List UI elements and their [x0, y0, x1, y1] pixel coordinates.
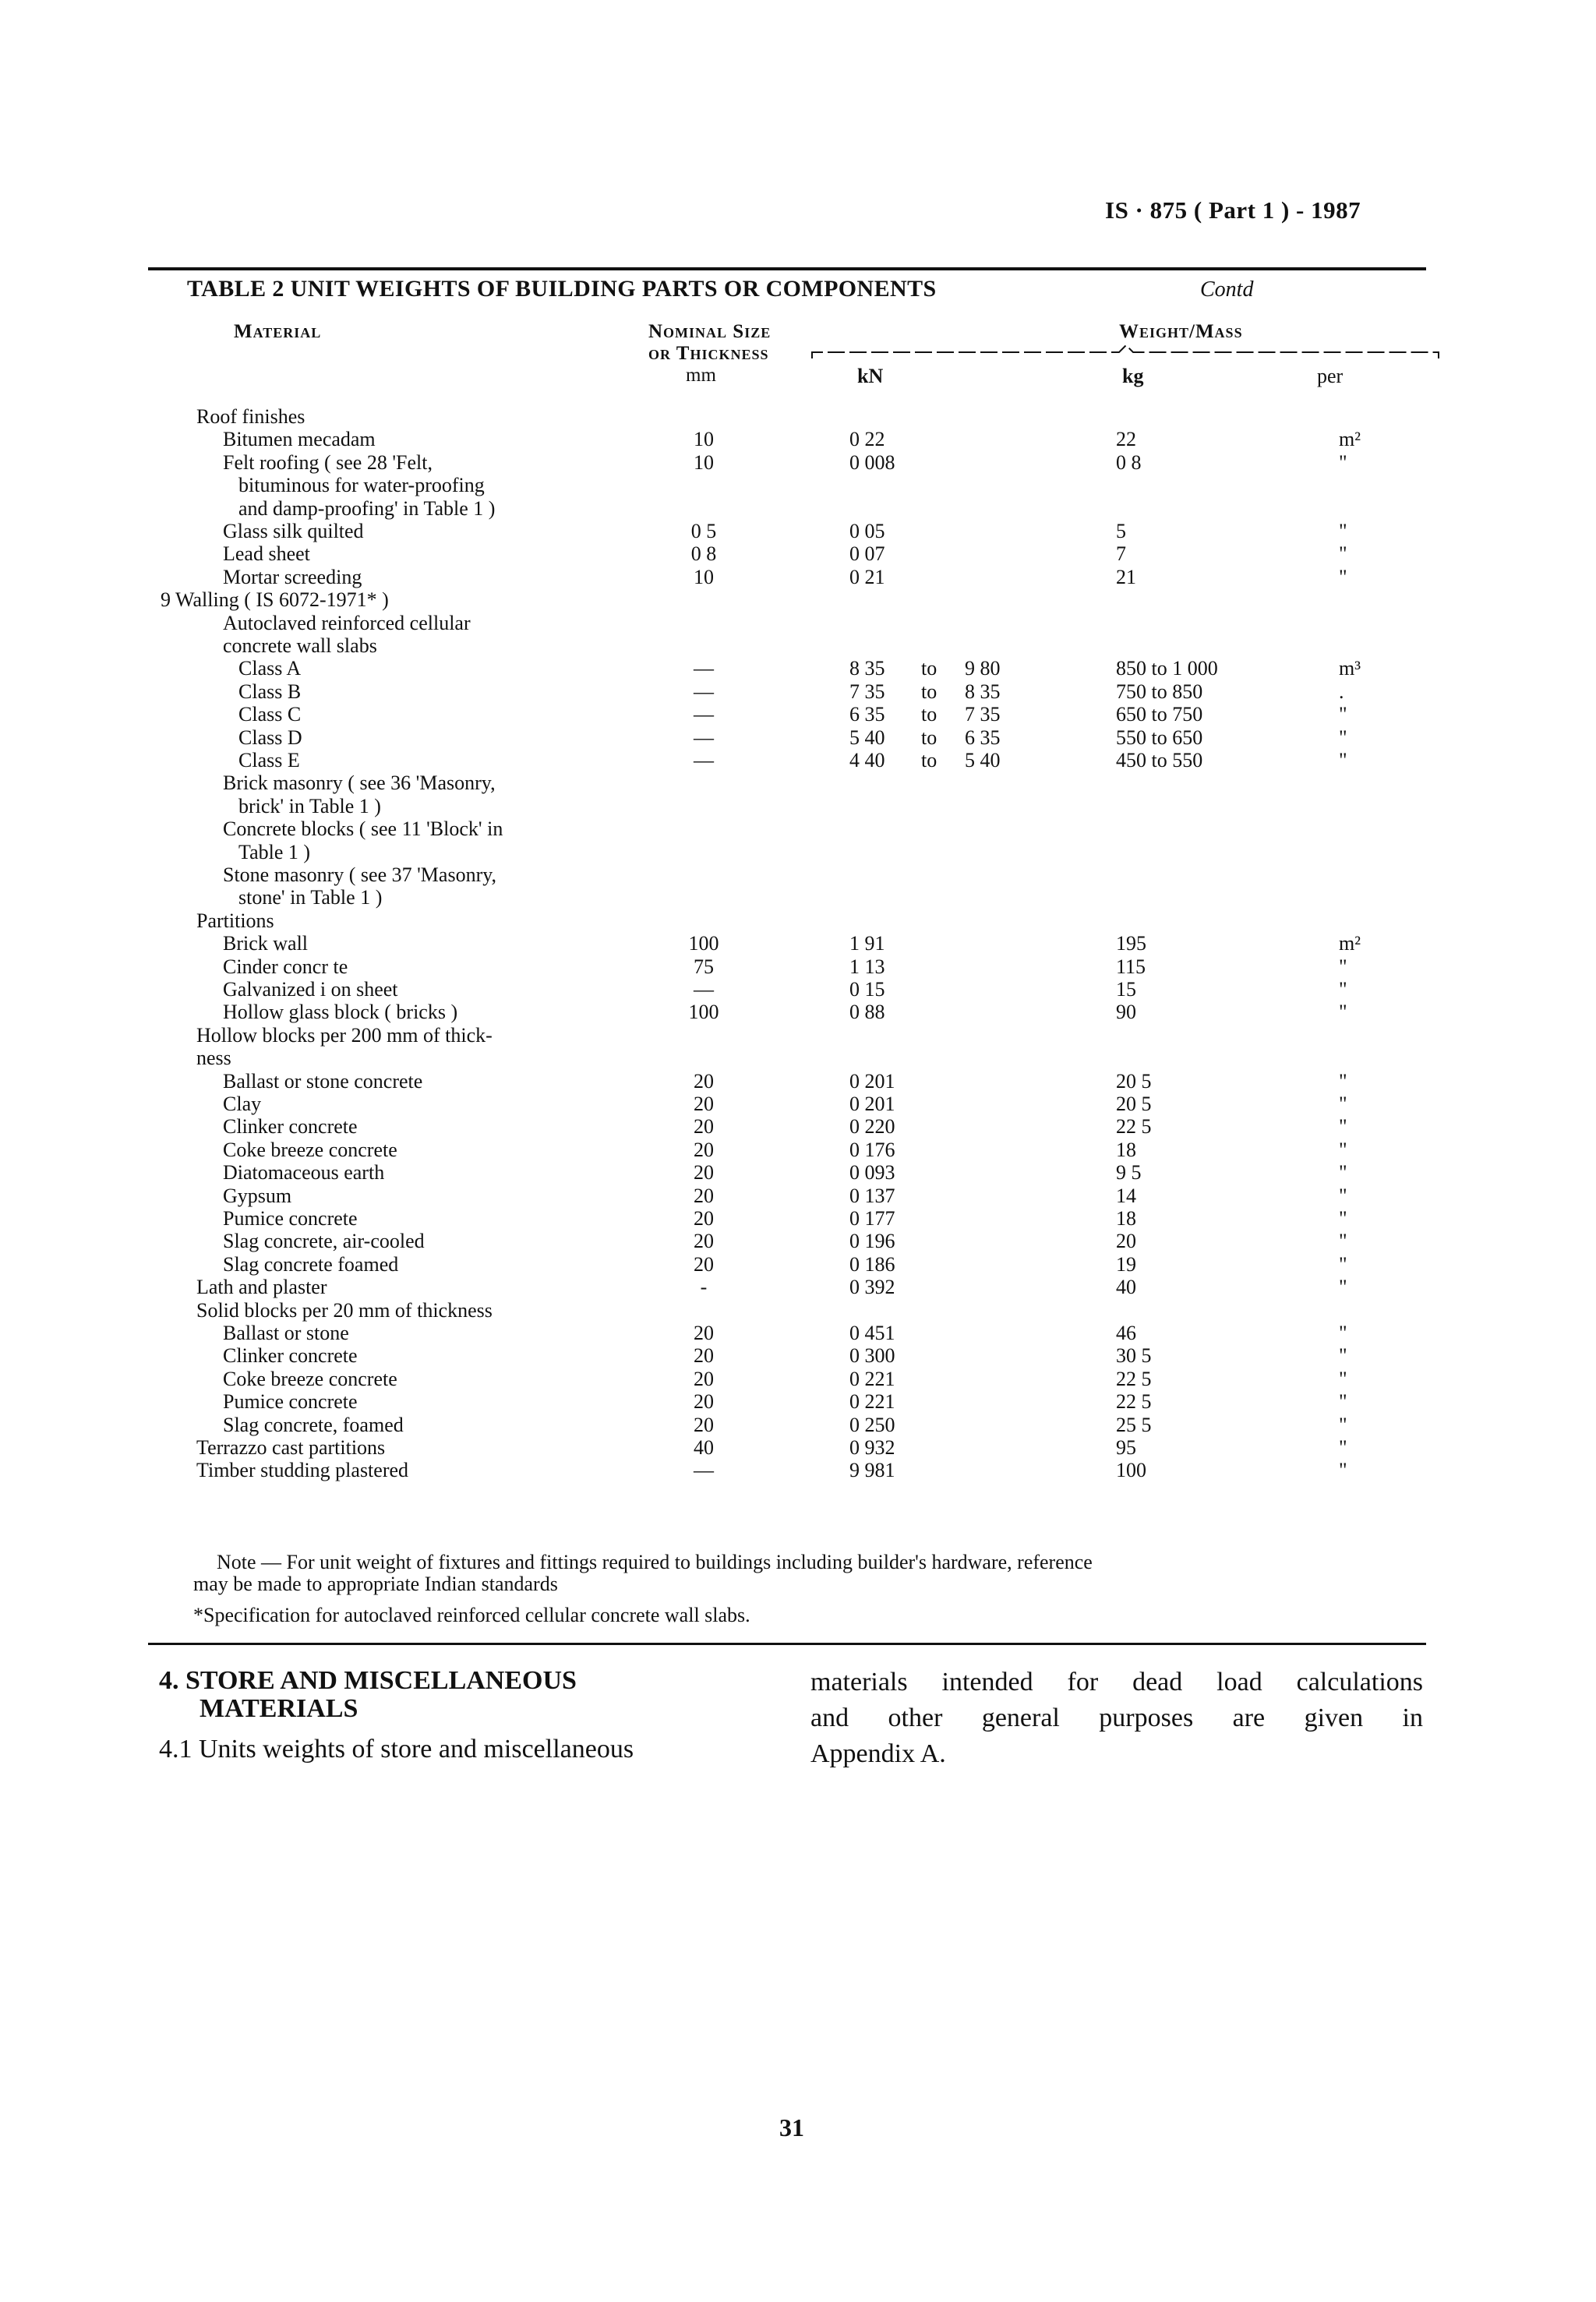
- col-material-header: Material: [234, 321, 322, 342]
- kn-range-upper: 8 35: [965, 680, 1001, 703]
- table-row: [0, 1093, 1596, 1116]
- per-cell: ": [1339, 1390, 1347, 1413]
- material-cell: 9 Walling ( IS 6072-1971* ): [161, 588, 389, 611]
- size-cell: 100: [688, 932, 719, 955]
- kg-cell: 90: [1116, 1001, 1136, 1023]
- per-cell: ": [1339, 1414, 1347, 1436]
- table-row: [0, 1001, 1596, 1024]
- size-cell: 100: [688, 1001, 719, 1023]
- kg-cell: 20 5: [1116, 1093, 1152, 1115]
- kn-cell: 0 177: [849, 1207, 895, 1230]
- material-cell: Class A: [238, 657, 302, 680]
- table-row: [0, 886, 1596, 909]
- size-cell: —: [694, 726, 714, 749]
- kn-cell: 0 093: [849, 1161, 895, 1184]
- table-row: [0, 1207, 1596, 1230]
- per-cell: m³: [1339, 657, 1361, 680]
- col-size-header-2: or Thickness: [648, 343, 769, 364]
- table-row: [0, 497, 1596, 521]
- per-cell: ": [1339, 520, 1347, 542]
- per-cell: ": [1339, 1344, 1347, 1367]
- kg-cell: 100: [1116, 1459, 1146, 1481]
- standard-header: IS · 875 ( Part 1 ) - 1987: [1105, 196, 1361, 224]
- table-note-line1: Note — For unit weight of fixtures and fittings required to buildings including builder's hardware, reference: [217, 1551, 1093, 1573]
- material-cell: stone' in Table 1 ): [238, 886, 383, 909]
- kn-cell: 1 13: [849, 955, 885, 978]
- table-row: [0, 1299, 1596, 1322]
- table-row: [0, 1436, 1596, 1460]
- size-cell: 20: [694, 1139, 714, 1161]
- table-title: TABLE 2 UNIT WEIGHTS OF BUILDING PARTS OR COMPONENTS: [187, 276, 937, 302]
- table-row: [0, 726, 1596, 750]
- kg-cell: 850 to 1 000: [1116, 657, 1218, 680]
- per-cell: ": [1339, 749, 1347, 771]
- table-row: [0, 703, 1596, 726]
- table-bottom-rule: [148, 1643, 1426, 1645]
- size-cell: 20: [694, 1161, 714, 1184]
- table-row: [0, 1047, 1596, 1070]
- kg-cell: 450 to 550: [1116, 749, 1203, 771]
- material-cell: Partitions: [196, 909, 274, 932]
- material-cell: Coke breeze concrete: [223, 1368, 397, 1390]
- material-cell: Terrazzo cast partitions: [196, 1436, 386, 1459]
- table-row: [0, 612, 1596, 635]
- kg-cell: 750 to 850: [1116, 680, 1203, 703]
- kn-cell: 0 186: [849, 1253, 895, 1276]
- per-cell: ": [1339, 1436, 1347, 1459]
- size-cell: —: [694, 749, 714, 771]
- col-kg-header: kg: [1122, 365, 1144, 387]
- material-cell: Coke breeze concrete: [223, 1139, 397, 1161]
- table-row: [0, 1459, 1596, 1482]
- table-row: [0, 1161, 1596, 1185]
- table-row: [0, 1368, 1596, 1391]
- material-cell: Galvanized i on sheet: [223, 978, 398, 1001]
- size-cell: 20: [694, 1230, 714, 1252]
- right-text-line3: Appendix A.: [810, 1739, 946, 1768]
- kg-cell: 18: [1116, 1139, 1136, 1161]
- kn-cell: 9 981: [849, 1459, 895, 1481]
- kn-cell: 0 07: [849, 542, 885, 565]
- col-weight-header: Weight/Mass: [1119, 321, 1243, 342]
- material-cell: Slag concrete foamed: [223, 1253, 399, 1276]
- per-cell: ": [1339, 1230, 1347, 1252]
- kg-cell: 14: [1116, 1185, 1136, 1207]
- table-row: [0, 1322, 1596, 1345]
- kg-cell: 22 5: [1116, 1390, 1152, 1413]
- material-cell: Solid blocks per 20 mm of thickness: [196, 1299, 493, 1322]
- page-number: 31: [779, 2113, 804, 2141]
- right-text-line1: materials intended for dead load calculations: [810, 1668, 1423, 1696]
- kg-cell: 19: [1116, 1253, 1136, 1276]
- section-heading-line1: 4. STORE AND MISCELLANEOUS: [159, 1666, 577, 1695]
- size-cell: 20: [694, 1344, 714, 1367]
- table-row: [0, 841, 1596, 864]
- material-cell: Ballast or stone concrete: [223, 1070, 423, 1093]
- material-cell: Class E: [238, 749, 300, 771]
- kn-cell: 0 05: [849, 520, 885, 542]
- table-row: [0, 817, 1596, 841]
- size-cell: 20: [694, 1253, 714, 1276]
- table-row: [0, 451, 1596, 475]
- per-cell: ": [1339, 1322, 1347, 1344]
- material-cell: Diatomaceous earth: [223, 1161, 385, 1184]
- kn-range-upper: 6 35: [965, 726, 1001, 749]
- per-cell: ": [1339, 1161, 1347, 1184]
- kg-cell: 195: [1116, 932, 1146, 955]
- kn-cell: 0 176: [849, 1139, 895, 1161]
- kg-cell: 115: [1116, 955, 1146, 978]
- kg-cell: 20: [1116, 1230, 1136, 1252]
- size-cell: 0 8: [690, 542, 717, 565]
- kg-cell: 0 8: [1116, 451, 1142, 474]
- per-cell: m²: [1339, 428, 1361, 450]
- material-cell: Class B: [238, 680, 302, 703]
- kn-cell: 0 392: [849, 1276, 895, 1298]
- size-cell: 0 5: [690, 520, 717, 542]
- kg-cell: 40: [1116, 1276, 1136, 1298]
- kn-range-upper: 9 80: [965, 657, 1001, 680]
- kg-cell: 650 to 750: [1116, 703, 1203, 726]
- kn-range-to: to: [921, 657, 937, 680]
- material-cell: Hollow blocks per 200 mm of thick-: [196, 1024, 493, 1047]
- kn-cell: 0 137: [849, 1185, 895, 1207]
- per-cell: m²: [1339, 932, 1361, 955]
- table-row: [0, 1230, 1596, 1253]
- kg-cell: 22 5: [1116, 1368, 1152, 1390]
- kg-cell: 5: [1116, 520, 1126, 542]
- col-size-unit: mm: [686, 365, 716, 386]
- kn-cell: 0 250: [849, 1414, 895, 1436]
- per-cell: ": [1339, 1115, 1347, 1138]
- kg-cell: 550 to 650: [1116, 726, 1203, 749]
- material-cell: Glass silk quilted: [223, 520, 364, 542]
- col-kn-header: kN: [857, 365, 884, 387]
- table-row: [0, 680, 1596, 704]
- kn-cell: 0 932: [849, 1436, 895, 1459]
- per-cell: ": [1339, 726, 1347, 749]
- material-cell: and damp-proofing' in Table 1 ): [238, 497, 496, 520]
- kn-cell: 0 221: [849, 1368, 895, 1390]
- kn-cell: 1 91: [849, 932, 885, 955]
- kn-cell: 7 35: [849, 680, 885, 703]
- per-cell: ": [1339, 1253, 1347, 1276]
- per-cell: ": [1339, 1070, 1347, 1093]
- material-cell: Mortar screeding: [223, 566, 362, 588]
- size-cell: 20: [694, 1368, 714, 1390]
- section-heading-line2: MATERIALS: [200, 1694, 358, 1723]
- table-note-line2: may be made to appropriate Indian standards: [193, 1573, 558, 1595]
- per-cell: ": [1339, 1185, 1347, 1207]
- table-row: [0, 909, 1596, 933]
- size-cell: 20: [694, 1115, 714, 1138]
- table-row: [0, 1115, 1596, 1139]
- kn-cell: 0 15: [849, 978, 885, 1001]
- material-cell: Lead sheet: [223, 542, 310, 565]
- material-cell: concrete wall slabs: [223, 634, 377, 657]
- table-row: [0, 1070, 1596, 1093]
- per-cell: .: [1339, 680, 1344, 703]
- kn-cell: 0 221: [849, 1390, 895, 1413]
- table-footnote: *Specification for autoclaved reinforced cellular concrete wall slabs.: [193, 1604, 750, 1626]
- material-cell: Stone masonry ( see 37 'Masonry,: [223, 863, 497, 886]
- kg-cell: 18: [1116, 1207, 1136, 1230]
- table-row: [0, 955, 1596, 979]
- table-row: [0, 1276, 1596, 1299]
- per-cell: ": [1339, 1276, 1347, 1298]
- kn-cell: 4 40: [849, 749, 885, 771]
- material-cell: bituminous for water-proofing: [238, 474, 485, 496]
- table-row: [0, 749, 1596, 772]
- kg-cell: 21: [1116, 566, 1136, 588]
- kg-cell: 7: [1116, 542, 1126, 565]
- per-cell: ": [1339, 1459, 1347, 1481]
- table-row: [0, 1024, 1596, 1047]
- kn-cell: 0 196: [849, 1230, 895, 1252]
- table-row: [0, 771, 1596, 795]
- kn-range-to: to: [921, 749, 937, 771]
- kn-cell: 0 21: [849, 566, 885, 588]
- size-cell: 20: [694, 1070, 714, 1093]
- size-cell: -: [700, 1276, 708, 1298]
- material-cell: Clinker concrete: [223, 1115, 358, 1138]
- material-cell: ness: [196, 1047, 231, 1069]
- per-cell: ": [1339, 955, 1347, 978]
- material-cell: Class D: [238, 726, 302, 749]
- table-row: [0, 863, 1596, 887]
- kg-cell: 22: [1116, 428, 1136, 450]
- material-cell: Pumice concrete: [223, 1207, 358, 1230]
- kg-cell: 25 5: [1116, 1414, 1152, 1436]
- table-row: [0, 1390, 1596, 1414]
- kn-cell: 8 35: [849, 657, 885, 680]
- table-row: [0, 520, 1596, 543]
- size-cell: —: [694, 1459, 714, 1481]
- table-row: [0, 932, 1596, 955]
- subsection-text: 4.1 Units weights of store and miscellaneous: [159, 1735, 634, 1764]
- per-cell: ": [1339, 1093, 1347, 1115]
- size-cell: 20: [694, 1390, 714, 1413]
- table-row: [0, 634, 1596, 658]
- material-cell: Brick wall: [223, 932, 309, 955]
- kn-cell: 0 201: [849, 1070, 895, 1093]
- col-per-header: per: [1317, 365, 1344, 387]
- table-row: [0, 588, 1596, 612]
- per-cell: ": [1339, 1368, 1347, 1390]
- size-cell: 20: [694, 1207, 714, 1230]
- material-cell: Gypsum: [223, 1185, 292, 1207]
- material-cell: Ballast or stone: [223, 1322, 349, 1344]
- kg-cell: 95: [1116, 1436, 1136, 1459]
- size-cell: 10: [694, 451, 714, 474]
- material-cell: Timber studding plastered: [196, 1459, 409, 1481]
- kn-range-to: to: [921, 703, 937, 726]
- table-row: [0, 405, 1596, 429]
- kg-cell: 20 5: [1116, 1070, 1152, 1093]
- material-cell: Bitumen mecadam: [223, 428, 376, 450]
- kg-cell: 9 5: [1116, 1161, 1142, 1184]
- kn-cell: 0 300: [849, 1344, 895, 1367]
- kn-cell: 0 451: [849, 1322, 895, 1344]
- size-cell: —: [694, 657, 714, 680]
- size-cell: —: [694, 680, 714, 703]
- size-cell: 75: [694, 955, 714, 978]
- kn-range-to: to: [921, 680, 937, 703]
- material-cell: Concrete blocks ( see 11 'Block' in: [223, 817, 503, 840]
- table-row: [0, 1185, 1596, 1208]
- table-row: [0, 474, 1596, 497]
- material-cell: Cinder concr te: [223, 955, 348, 978]
- material-cell: Table 1 ): [238, 841, 311, 863]
- kn-cell: 0 220: [849, 1115, 895, 1138]
- size-cell: —: [694, 703, 714, 726]
- size-cell: 40: [694, 1436, 714, 1459]
- size-cell: 10: [694, 566, 714, 588]
- top-rule: [148, 267, 1426, 270]
- material-cell: Class C: [238, 703, 302, 726]
- table-row: [0, 542, 1596, 566]
- table-row: [0, 1139, 1596, 1162]
- material-cell: Pumice concrete: [223, 1390, 358, 1413]
- material-cell: Hollow glass block ( bricks ): [223, 1001, 458, 1023]
- kn-cell: 6 35: [849, 703, 885, 726]
- per-cell: ": [1339, 542, 1347, 565]
- table-row: [0, 566, 1596, 589]
- per-cell: ": [1339, 1001, 1347, 1023]
- per-cell: ": [1339, 1139, 1347, 1161]
- kn-cell: 0 22: [849, 428, 885, 450]
- size-cell: 20: [694, 1322, 714, 1344]
- size-cell: 20: [694, 1185, 714, 1207]
- weight-brace: [810, 343, 1442, 362]
- kn-range-upper: 5 40: [965, 749, 1001, 771]
- kn-range-to: to: [921, 726, 937, 749]
- kn-cell: 0 88: [849, 1001, 885, 1023]
- kg-cell: 46: [1116, 1322, 1136, 1344]
- kn-cell: 0 008: [849, 451, 895, 474]
- material-cell: Clay: [223, 1093, 262, 1115]
- kg-cell: 22 5: [1116, 1115, 1152, 1138]
- material-cell: Felt roofing ( see 28 'Felt,: [223, 451, 433, 474]
- table-contd: Contd: [1200, 277, 1254, 302]
- material-cell: Autoclaved reinforced cellular: [223, 612, 471, 634]
- material-cell: Slag concrete, air-cooled: [223, 1230, 425, 1252]
- size-cell: 10: [694, 428, 714, 450]
- kn-range-upper: 7 35: [965, 703, 1001, 726]
- per-cell: ": [1339, 978, 1347, 1001]
- material-cell: Lath and plaster: [196, 1276, 327, 1298]
- table-row: [0, 428, 1596, 451]
- per-cell: ": [1339, 566, 1347, 588]
- material-cell: Brick masonry ( see 36 'Masonry,: [223, 771, 496, 794]
- right-text-line2: and other general purposes are given in: [810, 1704, 1423, 1732]
- material-cell: Roof finishes: [196, 405, 305, 428]
- kg-cell: 30 5: [1116, 1344, 1152, 1367]
- size-cell: —: [694, 978, 714, 1001]
- material-cell: Slag concrete, foamed: [223, 1414, 404, 1436]
- per-cell: ": [1339, 703, 1347, 726]
- kn-cell: 0 201: [849, 1093, 895, 1115]
- per-cell: ": [1339, 1207, 1347, 1230]
- table-row: [0, 795, 1596, 818]
- size-cell: 20: [694, 1414, 714, 1436]
- kn-cell: 5 40: [849, 726, 885, 749]
- table-row: [0, 1344, 1596, 1368]
- table-row: [0, 1253, 1596, 1276]
- per-cell: ": [1339, 451, 1347, 474]
- col-size-header-1: Nominal Size: [648, 321, 772, 342]
- table-row: [0, 657, 1596, 680]
- table-row: [0, 1414, 1596, 1437]
- material-cell: brick' in Table 1 ): [238, 795, 381, 817]
- kg-cell: 15: [1116, 978, 1136, 1001]
- table-row: [0, 978, 1596, 1001]
- size-cell: 20: [694, 1093, 714, 1115]
- material-cell: Clinker concrete: [223, 1344, 358, 1367]
